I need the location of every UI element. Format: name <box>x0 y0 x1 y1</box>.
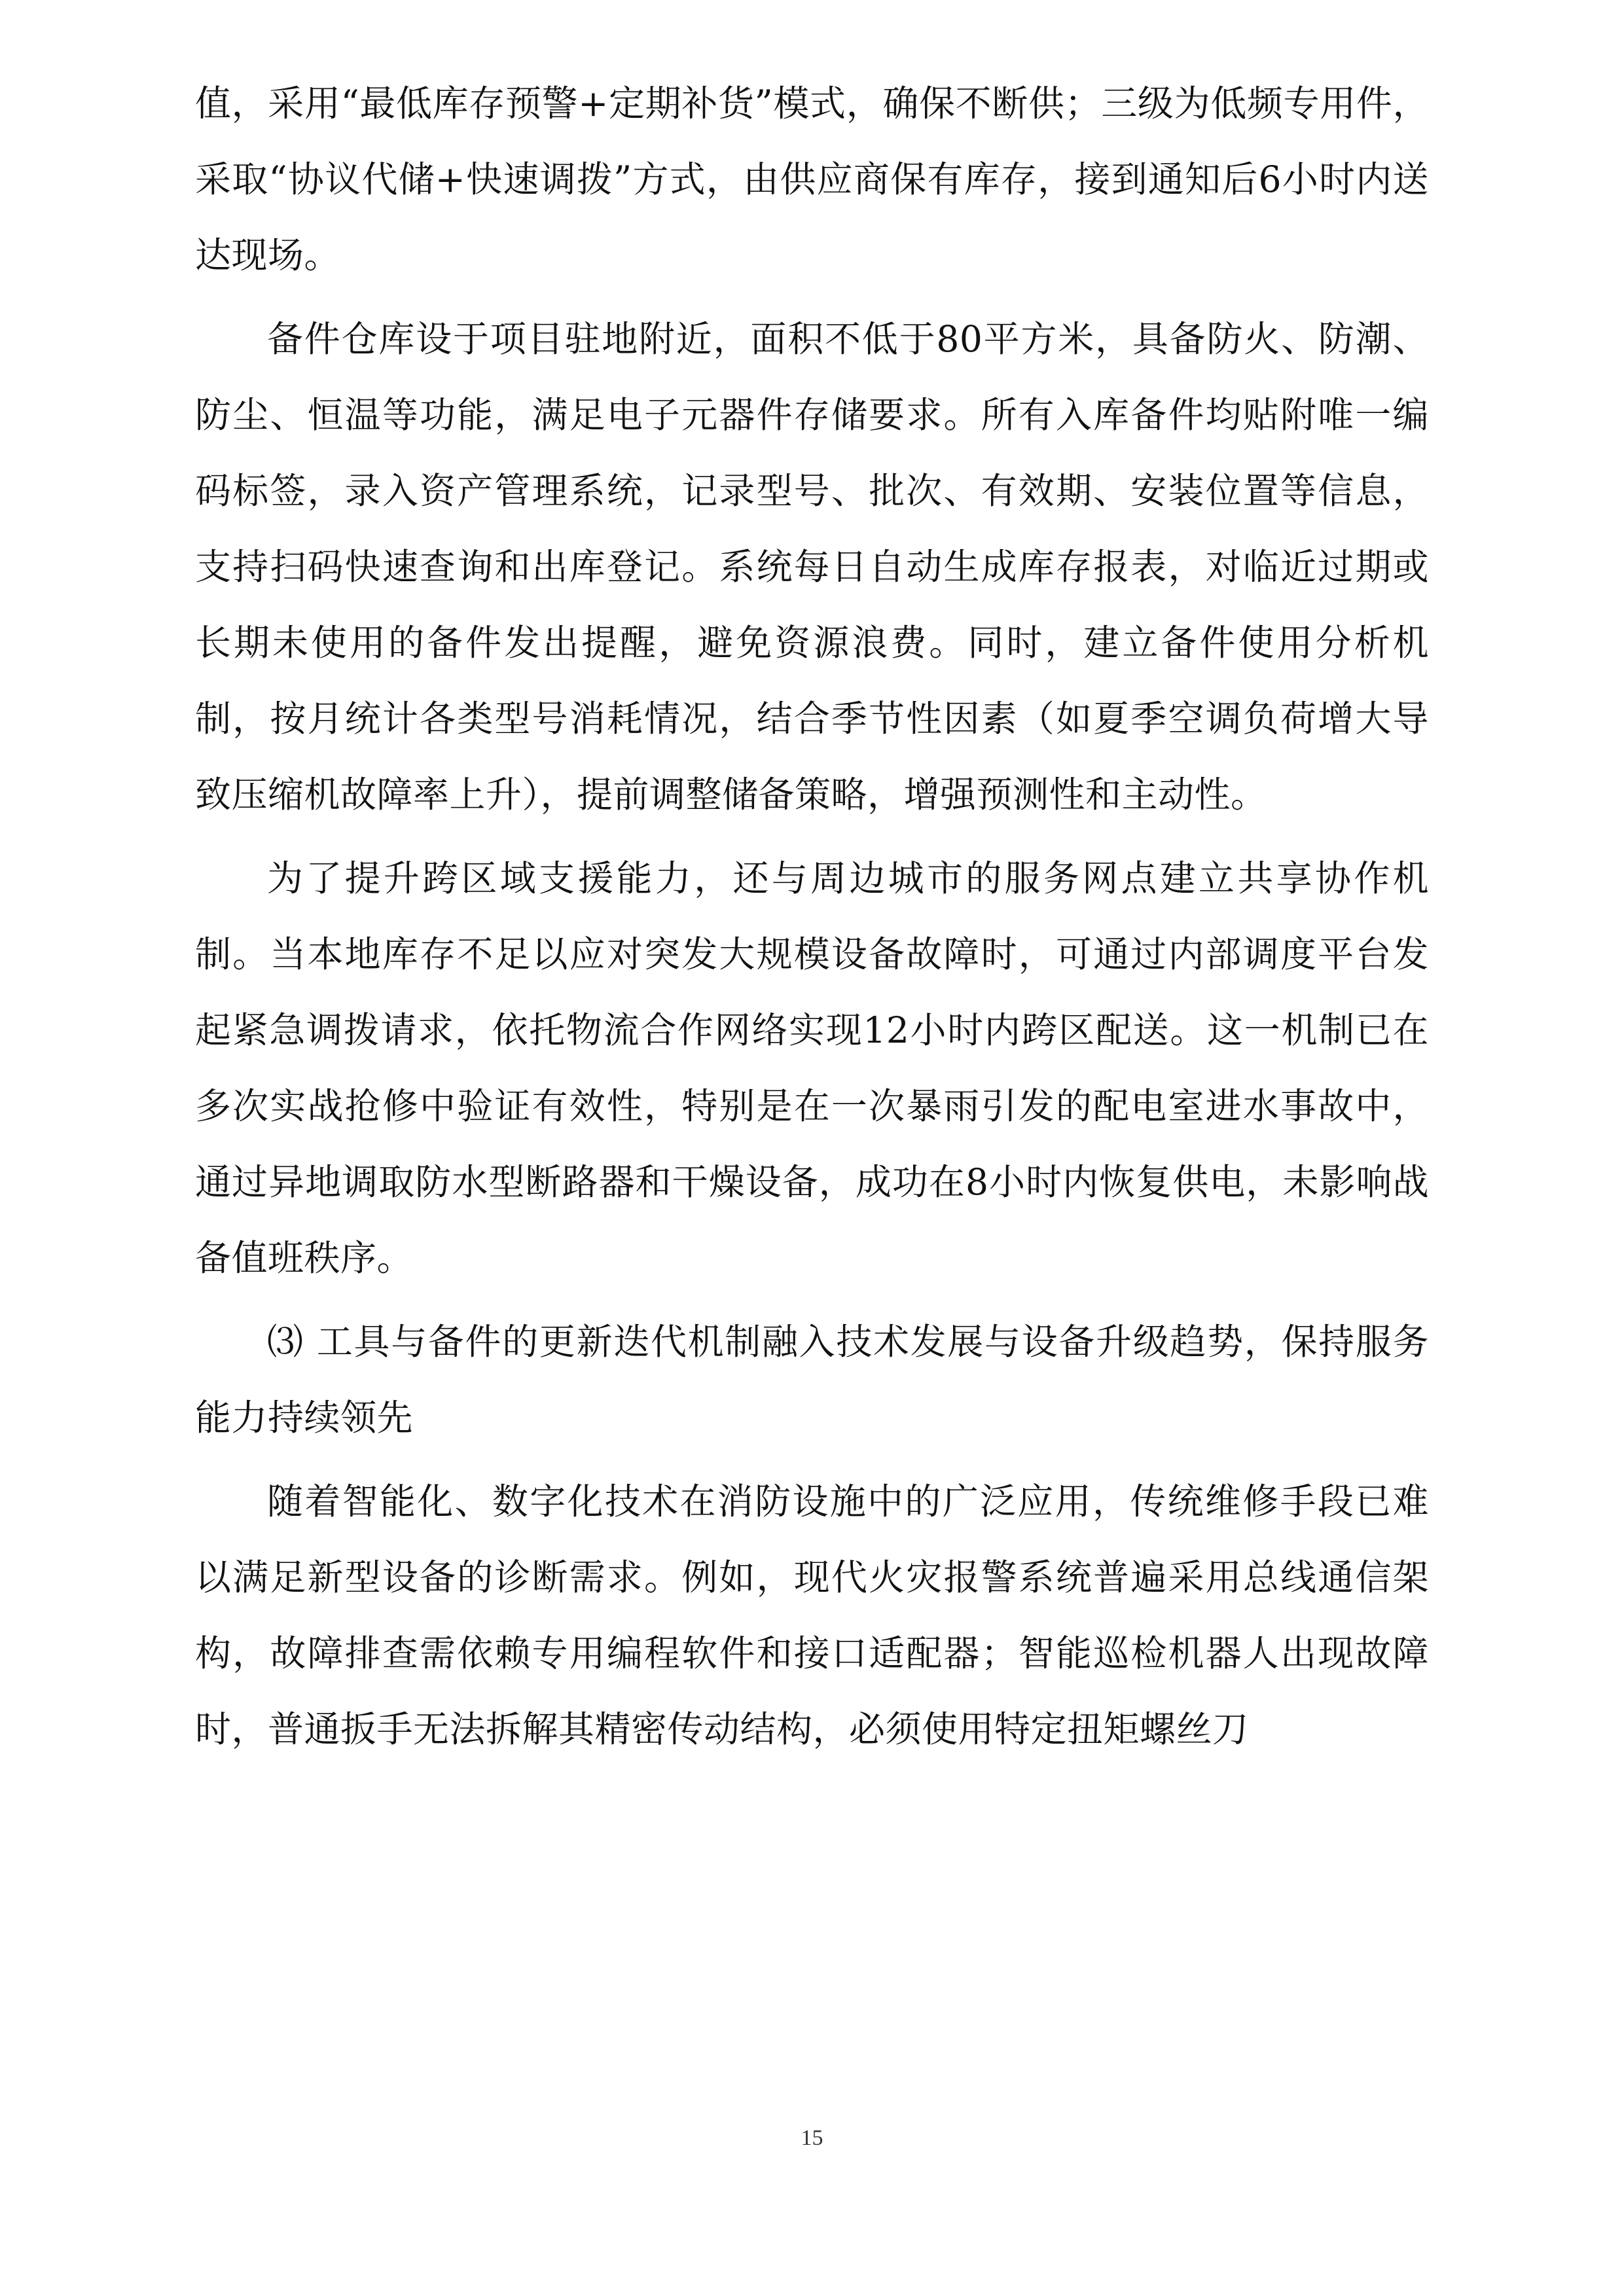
paragraph-spare-parts-warehouse: 备件仓库设于项目驻地附近，面积不低于80平方米，具备防火、防潮、防尘、恒温等功能，满足电子元器件存储要求。所有入库备件均贴附唯一编码标签，录入资产管理系统，记录型号、批次、有效期、安装位置等信息，支持扫码快速查询和出库登记。系统每日自动生成库存报表，对临近过期或长期未使用的备件发出提醒，避免资源浪费。同时，建立备件使用分析机制，按月统计各类型号消耗情况，结合季节性因素（如夏季空调负荷增大导致压缩机故障率上升），提前调整储备策略，增强预测性和主动性。 <box>195 318 1429 816</box>
paragraph-intelligent-devices: 随着智能化、数字化技术在消防设施中的广泛应用，传统维修手段已难以满足新型设备的诊断需求。例如，现代火灾报警系统普遍采用总线通信架构，故障排查需依赖专用编程软件和接口适配器；智能巡检机器人出现故障时，普通扳手无法拆解其精密传动结构，必须使用特定扭矩螺丝刀 <box>195 1480 1429 1750</box>
page-number: 15 <box>801 2126 823 2150</box>
section-heading-update-mechanism: ⑶ 工具与备件的更新迭代机制融入技术发展与设备升级趋势，保持服务能力持续领先 <box>195 1321 1429 1439</box>
paragraph-continuation: 值，采用“最低库存预警+定期补货”模式，确保不断供；三级为低频专用件，采取“协议代储+快速调拨”方式，由供应商保有库存，接到通知后6小时内送达现场。 <box>195 82 1429 276</box>
paragraph-cross-region-support: 为了提升跨区域支援能力，还与周边城市的服务网点建立共享协作机制。当本地库存不足以应对突发大规模设备故障时，可通过内部调度平台发起紧急调拨请求，依托物流合作网络实现12小时内跨区配送。这一机制已在多次实战抢修中验证有效性，特别是在一次暴雨引发的配电室进水事故中，通过异地调取防水型断路器和干燥设备，成功在8小时内恢复供电，未影响战备值班秩序。 <box>195 857 1429 1279</box>
document-body <box>195 65 1429 1767</box>
